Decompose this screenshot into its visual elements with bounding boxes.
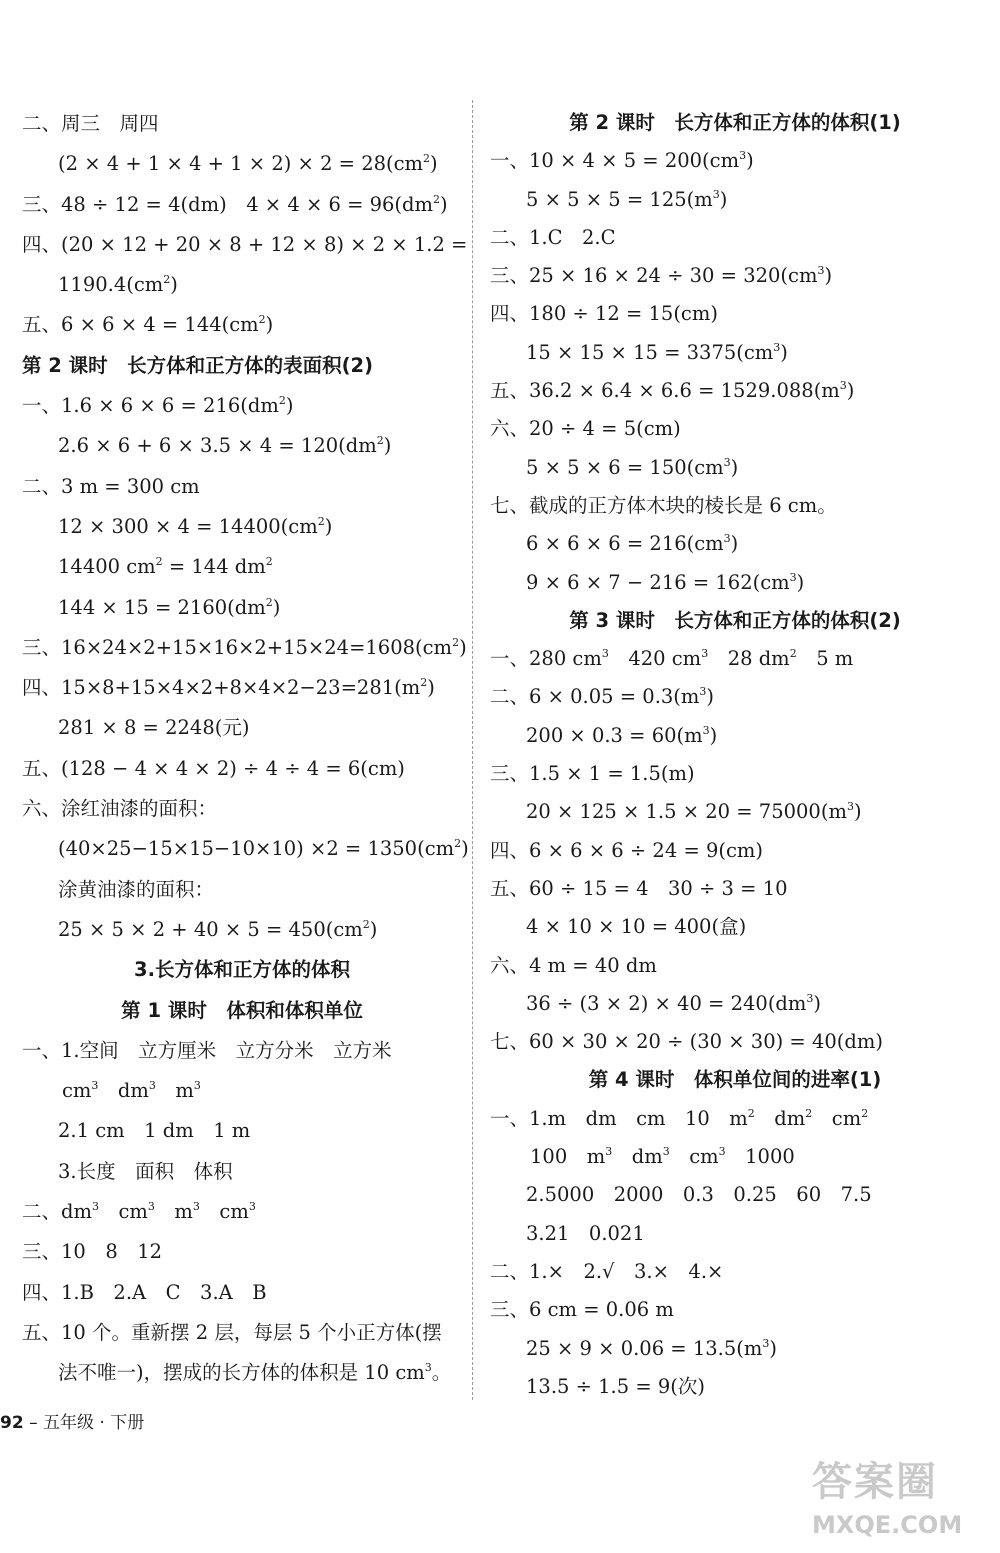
answer-line (490, 1368, 980, 1406)
text-run: 二、3 m = 300 cm (22, 474, 200, 498)
text-run: ) (459, 635, 467, 659)
answer-line (22, 1232, 462, 1272)
text-run: 一、10 × 4 × 5 = 200(cm (490, 149, 740, 173)
superscript: 2 (362, 917, 370, 931)
text-run: 四、15×8+15×4×2+8×4×2−23=281(m (22, 676, 421, 700)
answer-line (490, 1253, 980, 1291)
text-run: ) (430, 152, 438, 176)
text-run: 五、10 个。重新摆 2 层，每层 5 个小正方体(摆 (22, 1320, 442, 1344)
text-run: 六、涂红油漆的面积： (22, 797, 218, 821)
answer-line (490, 142, 980, 180)
answer-line (490, 334, 980, 372)
superscript: 3 (601, 647, 609, 661)
text-run: 三、1.5 × 1 = 1.5(m) (490, 762, 695, 786)
answer-line (490, 564, 980, 602)
answer-line (22, 1353, 462, 1393)
answer-line (22, 708, 462, 748)
answer-line (22, 829, 469, 869)
text-run: 3.长方体和正方体的体积 (134, 958, 350, 982)
answer-line (22, 104, 462, 144)
superscript: 3 (147, 1200, 155, 1214)
text-run: 五、60 ÷ 15 = 4 30 ÷ 3 = 10 (490, 876, 788, 900)
text-run: ) (272, 595, 281, 619)
text-run: ) (846, 379, 855, 403)
superscript: 2 (155, 555, 163, 569)
watermark-logo-text: 答案圈 (812, 1459, 938, 1505)
section-heading (22, 991, 462, 1031)
answer-line (490, 257, 980, 295)
left-column (22, 104, 469, 1394)
superscript: 3 (699, 685, 707, 699)
answer-line (22, 628, 467, 668)
superscript: 3 (662, 1145, 670, 1159)
answer-line (22, 185, 462, 225)
superscript: 3 (718, 1145, 726, 1159)
text-run: ) (285, 394, 294, 418)
text-run: 七、截成的正方体木块的棱长是 6 cm。 (490, 493, 837, 517)
superscript: 2 (317, 514, 325, 528)
answer-line (22, 668, 462, 708)
answer-line (22, 386, 462, 426)
text-run: 144 × 15 = 2160(dm (58, 595, 266, 619)
answer-line (22, 910, 462, 950)
superscript: 3 (192, 1200, 200, 1214)
page-number: 92 (0, 1413, 24, 1433)
text-run: ) (706, 685, 715, 709)
answer-line (490, 717, 980, 755)
section-heading (490, 602, 980, 640)
answer-line (490, 525, 980, 563)
answer-line (22, 1152, 462, 1192)
superscript: 2 (452, 635, 460, 649)
text-run: 2.6 × 6 + 6 × 3.5 × 4 = 120(dm (58, 434, 377, 458)
text-run: 一、1.空间 立方厘米 立方分米 立方米 (22, 1038, 392, 1062)
text-run: 四、6 × 6 × 6 ÷ 24 = 9(cm) (490, 838, 764, 862)
text-run: 25 × 9 × 0.06 = 13.5(m (526, 1336, 763, 1360)
answer-line (490, 487, 980, 525)
text-run: ) (746, 149, 754, 173)
text-run: 14400 cm (58, 555, 156, 579)
answer-line (22, 507, 462, 547)
text-run: ) (780, 340, 788, 364)
text-run: ) (796, 570, 805, 594)
text-run: 第 1 课时 体积和体积单位 (121, 998, 363, 1022)
text-run: 200 × 0.3 = 60(m (526, 723, 703, 747)
text-run: ) (730, 455, 739, 479)
text-run: 15 × 15 × 15 = 3375(cm (526, 340, 774, 364)
superscript: 2 (258, 313, 266, 327)
superscript: 2 (805, 1106, 813, 1120)
answer-line (22, 547, 462, 587)
text-run: ) (824, 264, 833, 288)
text-run: ) (440, 192, 448, 216)
text-run: 五、6 × 6 × 4 = 144(cm (22, 313, 259, 337)
text-run: 2.5000 2000 0.3 0.25 60 7.5 (526, 1183, 872, 1207)
text-run: 第 2 课时 长方体和正方体的表面积(2) (22, 353, 374, 377)
answer-line (22, 305, 462, 345)
text-run: ) (709, 723, 718, 747)
answer-line (22, 426, 462, 466)
text-run: m (155, 1079, 194, 1103)
text-run: (40×25−15×15−10×10) ×2 = 1350(cm (58, 837, 455, 861)
text-run: 第 4 课时 体积单位间的进率(1) (588, 1068, 882, 1092)
superscript: 3 (789, 570, 797, 584)
text-run: ) (853, 800, 862, 824)
superscript: 3 (424, 1361, 432, 1375)
text-run: ) (730, 532, 739, 556)
answer-line (490, 793, 980, 831)
answer-line (22, 870, 462, 910)
text-run: ) (324, 514, 333, 538)
superscript: 3 (701, 647, 709, 661)
text-run: 一、1.6 × 6 × 6 = 216(dm (22, 394, 279, 418)
answer-line (490, 947, 980, 985)
superscript: 3 (846, 800, 854, 814)
right-column (490, 104, 980, 1406)
text-run: 28 dm (708, 647, 790, 671)
text-run: 二、周三 周四 (22, 112, 159, 135)
text-run: 四、1.B 2.A C 3.A B (22, 1280, 267, 1304)
answer-line (22, 1273, 462, 1313)
watermark (812, 1450, 982, 1545)
text-run: 4 × 10 × 10 = 400(盒) (526, 915, 747, 939)
text-run: 三、48 ÷ 12 = 4(dm) 4 × 4 × 6 = 96(dm (22, 192, 434, 216)
text-run: 七、60 × 30 × 20 ÷ (30 × 30) = 40(dm) (490, 1030, 883, 1054)
text-run: dm (754, 1106, 806, 1130)
superscript: 3 (739, 149, 747, 163)
answer-line (490, 449, 980, 487)
answer-line (22, 1071, 462, 1111)
text-run: ) (383, 434, 392, 458)
superscript: 2 (861, 1106, 869, 1120)
superscript: 3 (723, 532, 731, 546)
text-run: 420 cm (608, 647, 702, 671)
text-run: 涂黄油漆的面积： (58, 877, 215, 901)
text-run: 5 m (796, 647, 854, 671)
text-run: 三、10 8 12 (22, 1240, 163, 1264)
superscript: 2 (423, 152, 431, 166)
text-run: m (154, 1200, 193, 1224)
answer-line (22, 1313, 462, 1353)
answer-line (22, 749, 462, 789)
answer-line (490, 181, 980, 219)
text-run: dm (612, 1145, 663, 1169)
text-run: cm (812, 1106, 862, 1130)
answer-line (22, 144, 462, 184)
text-run: 法不唯一)，摆成的长方体的体积是 10 cm (58, 1361, 425, 1385)
answer-line (490, 985, 980, 1023)
answer-line (490, 908, 980, 946)
answer-line (490, 832, 980, 870)
text-run: dm (98, 1079, 149, 1103)
text-run: ) (719, 187, 728, 211)
text-run: 1000 (725, 1145, 795, 1169)
text-run: 一、280 cm (490, 647, 602, 671)
superscript: 3 (817, 264, 825, 278)
superscript: 3 (762, 1336, 770, 1350)
text-run: 二、dm (22, 1200, 92, 1224)
text-run: 13.5 ÷ 1.5 = 9(次) (526, 1374, 706, 1398)
text-run: 二、1.× 2.√ 3.× 4.× (490, 1259, 724, 1283)
text-run: ) (769, 1336, 777, 1360)
answer-line (490, 1291, 980, 1329)
text-run: ) (369, 917, 378, 941)
text-run: 三、6 cm = 0.06 m (490, 1298, 674, 1322)
superscript: 2 (376, 434, 384, 448)
text-run: 20 × 125 × 1.5 × 20 = 75000(m (526, 800, 847, 824)
answer-line (490, 870, 980, 908)
text-run: 6 × 6 × 6 = 216(cm (526, 532, 724, 556)
column-divider (472, 100, 473, 1400)
book-label: 五年级 · 下册 (42, 1413, 145, 1433)
answer-line (490, 755, 980, 793)
answer-line (22, 1192, 462, 1232)
superscript: 3 (702, 723, 710, 737)
answer-line (22, 265, 462, 305)
text-run: 四、(20 × 12 + 20 × 8 + 12 × 8) × 2 × 1.2 = (22, 232, 468, 256)
answer-line (490, 678, 980, 716)
answer-line (490, 1215, 980, 1253)
text-run: ) (170, 273, 178, 297)
text-run: 36 ÷ (3 × 2) × 40 = 240(dm (526, 991, 807, 1015)
text-run: 五、36.2 × 6.4 × 6.6 = 1529.088(m (490, 379, 840, 403)
answer-line (490, 640, 980, 678)
superscript: 3 (712, 187, 720, 201)
text-run: 五、(128 − 4 × 4 × 2) ÷ 4 ÷ 4 = 6(cm) (22, 756, 405, 780)
text-run: 1190.4(cm (58, 273, 164, 297)
text-run: 5 × 5 × 5 = 125(m (526, 187, 713, 211)
superscript: 3 (773, 340, 781, 354)
text-run: 3.长度 面积 体积 (58, 1159, 233, 1183)
section-heading (22, 950, 462, 990)
answer-line (490, 1023, 980, 1061)
superscript: 2 (163, 273, 171, 287)
answer-line (22, 1111, 462, 1151)
text-run: cm (669, 1145, 719, 1169)
text-run: = 144 dm (162, 555, 266, 579)
superscript: 3 (148, 1079, 156, 1093)
superscript: 2 (747, 1106, 755, 1120)
answer-line (490, 372, 980, 410)
text-run: 3.21 0.021 (526, 1221, 645, 1245)
answer-line (22, 1031, 462, 1071)
superscript: 2 (420, 676, 428, 690)
answer-line (490, 1330, 980, 1368)
watermark-url: MXQE.COM (812, 1511, 963, 1539)
text-run: 第 2 课时 长方体和正方体的体积(1) (569, 111, 901, 134)
text-run: 三、16×24×2+15×16×2+15×24=1608(cm (22, 635, 453, 659)
section-heading (490, 104, 980, 142)
superscript: 3 (91, 1079, 99, 1093)
text-run: ) (813, 991, 822, 1015)
answer-line (490, 1138, 980, 1176)
answer-line (22, 467, 462, 507)
text-run: 5 × 5 × 6 = 150(cm (526, 455, 724, 479)
superscript: 3 (248, 1200, 256, 1214)
text-run: cm (199, 1200, 249, 1224)
answer-line (490, 295, 980, 333)
answer-line (490, 1176, 980, 1214)
text-run: 二、6 × 0.05 = 0.3(m (490, 685, 700, 709)
text-run: 一、1.m dm cm 10 m (490, 1106, 748, 1130)
text-run: 281 × 8 = 2248(元) (58, 716, 250, 740)
superscript: 3 (605, 1145, 613, 1159)
text-run: 四、180 ÷ 12 = 15(cm) (490, 302, 718, 326)
text-run: 二、1.C 2.C (490, 225, 616, 249)
footer-dash: – (23, 1413, 43, 1433)
superscript: 2 (789, 647, 797, 661)
text-run: 六、4 m = 40 dm (490, 953, 657, 977)
text-run: cm (98, 1200, 148, 1224)
page-footer (0, 1408, 144, 1433)
text-run: cm (62, 1079, 92, 1103)
text-run: 六、20 ÷ 4 = 5(cm) (490, 417, 681, 441)
superscript: 3 (839, 379, 847, 393)
text-run: 三、25 × 16 × 24 ÷ 30 = 320(cm (490, 264, 818, 288)
superscript: 2 (265, 555, 273, 569)
answer-line (490, 410, 980, 448)
section-heading (490, 1061, 980, 1099)
superscript: 2 (454, 837, 462, 851)
text-run: ) (461, 837, 469, 861)
answer-line (490, 1100, 980, 1138)
text-run: 2.1 cm 1 dm 1 m (58, 1119, 251, 1143)
answer-line (22, 789, 462, 829)
superscript: 2 (278, 394, 286, 408)
superscript: 3 (723, 455, 731, 469)
text-run: 25 × 5 × 2 + 40 × 5 = 450(cm (58, 917, 363, 941)
text-run: 12 × 300 × 4 = 14400(cm (58, 514, 318, 538)
answer-line (22, 588, 462, 628)
text-run: 第 3 课时 长方体和正方体的体积(2) (569, 608, 901, 632)
text-run: 。 (431, 1361, 452, 1385)
section-heading (22, 346, 462, 386)
superscript: 2 (265, 595, 273, 609)
text-run: 9 × 6 × 7 − 216 = 162(cm (526, 570, 790, 594)
superscript: 3 (806, 991, 814, 1005)
text-run: (2 × 4 + 1 × 4 + 1 × 2) × 2 = 28(cm (58, 152, 424, 176)
superscript: 2 (433, 192, 441, 206)
text-run: ) (427, 676, 435, 700)
text-run: 100 m (530, 1145, 606, 1169)
answer-line (490, 219, 980, 257)
text-run: ) (265, 313, 274, 337)
superscript: 3 (193, 1079, 201, 1093)
answer-line (22, 225, 468, 265)
superscript: 3 (91, 1200, 99, 1214)
